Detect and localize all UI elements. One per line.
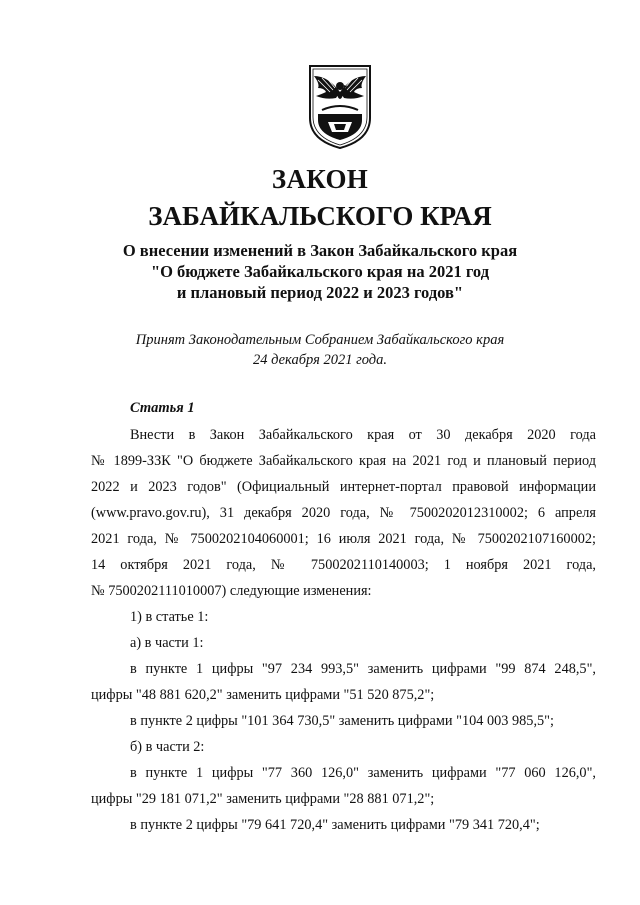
text-line: 2021 года, № 7500202104060001; 16 июля 2021 года, № 7500202107160002; — [91, 531, 596, 547]
subtitle-line: О внесении изменений в Закон Забайкальского края — [122, 241, 518, 260]
text-line: 1) в статье 1: — [130, 609, 209, 625]
text-line: цифры "29 181 071,2" заменить цифрами "28 881 071,2"; — [91, 791, 435, 807]
subtitle-line: и плановый период 2022 и 2023 годов" — [176, 283, 464, 302]
text-line: (www.pravo.gov.ru), 31 декабря 2020 года, № 7500202012310002; 6 апреля — [91, 505, 596, 521]
article-heading: Статья 1 — [130, 400, 195, 416]
text-line: в пункте 1 цифры "97 234 993,5" заменить цифрами "99 874 248,5", — [130, 661, 596, 677]
law-subtitle — [0, 240, 640, 303]
document-type-title: ЗАКОН — [271, 164, 369, 194]
adoption-line: Принят Законодательным Собранием Забайкальского края — [135, 332, 505, 348]
subtitle-line: "О бюджете Забайкальского края на 2021 год — [150, 262, 490, 281]
text-line: цифры "48 881 620,2" заменить цифрами "51 520 875,2"; — [91, 687, 435, 703]
text-line: 14 октября 2021 года, № 7500202110140003; 1 ноября 2021 года, — [91, 557, 596, 573]
text-line: № 1899-ЗЗК "О бюджете Забайкальского края на 2021 год и плановый период — [91, 453, 596, 469]
text-line: Внести в Закон Забайкальского края от 30 декабря 2020 года — [130, 427, 596, 443]
text-line: № 7500202111010007) следующие изменения: — [91, 583, 372, 599]
text-line: в пункте 2 цифры "79 641 720,4" заменить цифрами "79 341 720,4"; — [130, 817, 540, 833]
text-line: в пункте 2 цифры "101 364 730,5" заменить цифрами "104 003 985,5"; — [130, 713, 554, 729]
text-line: 2022 и 2023 годов" (Официальный интернет-портал правовой информации — [91, 479, 596, 495]
text-line: б) в части 2: — [130, 739, 205, 755]
adoption-note — [0, 330, 640, 370]
adoption-line: 24 декабря 2021 года. — [252, 352, 387, 368]
region-title: ЗАБАЙКАЛЬСКОГО КРАЯ — [148, 201, 492, 231]
coat-of-arms-icon — [300, 62, 380, 150]
text-line: а) в части 1: — [130, 635, 204, 651]
text-line: в пункте 1 цифры "77 360 126,0" заменить цифрами "77 060 126,0", — [130, 765, 596, 781]
